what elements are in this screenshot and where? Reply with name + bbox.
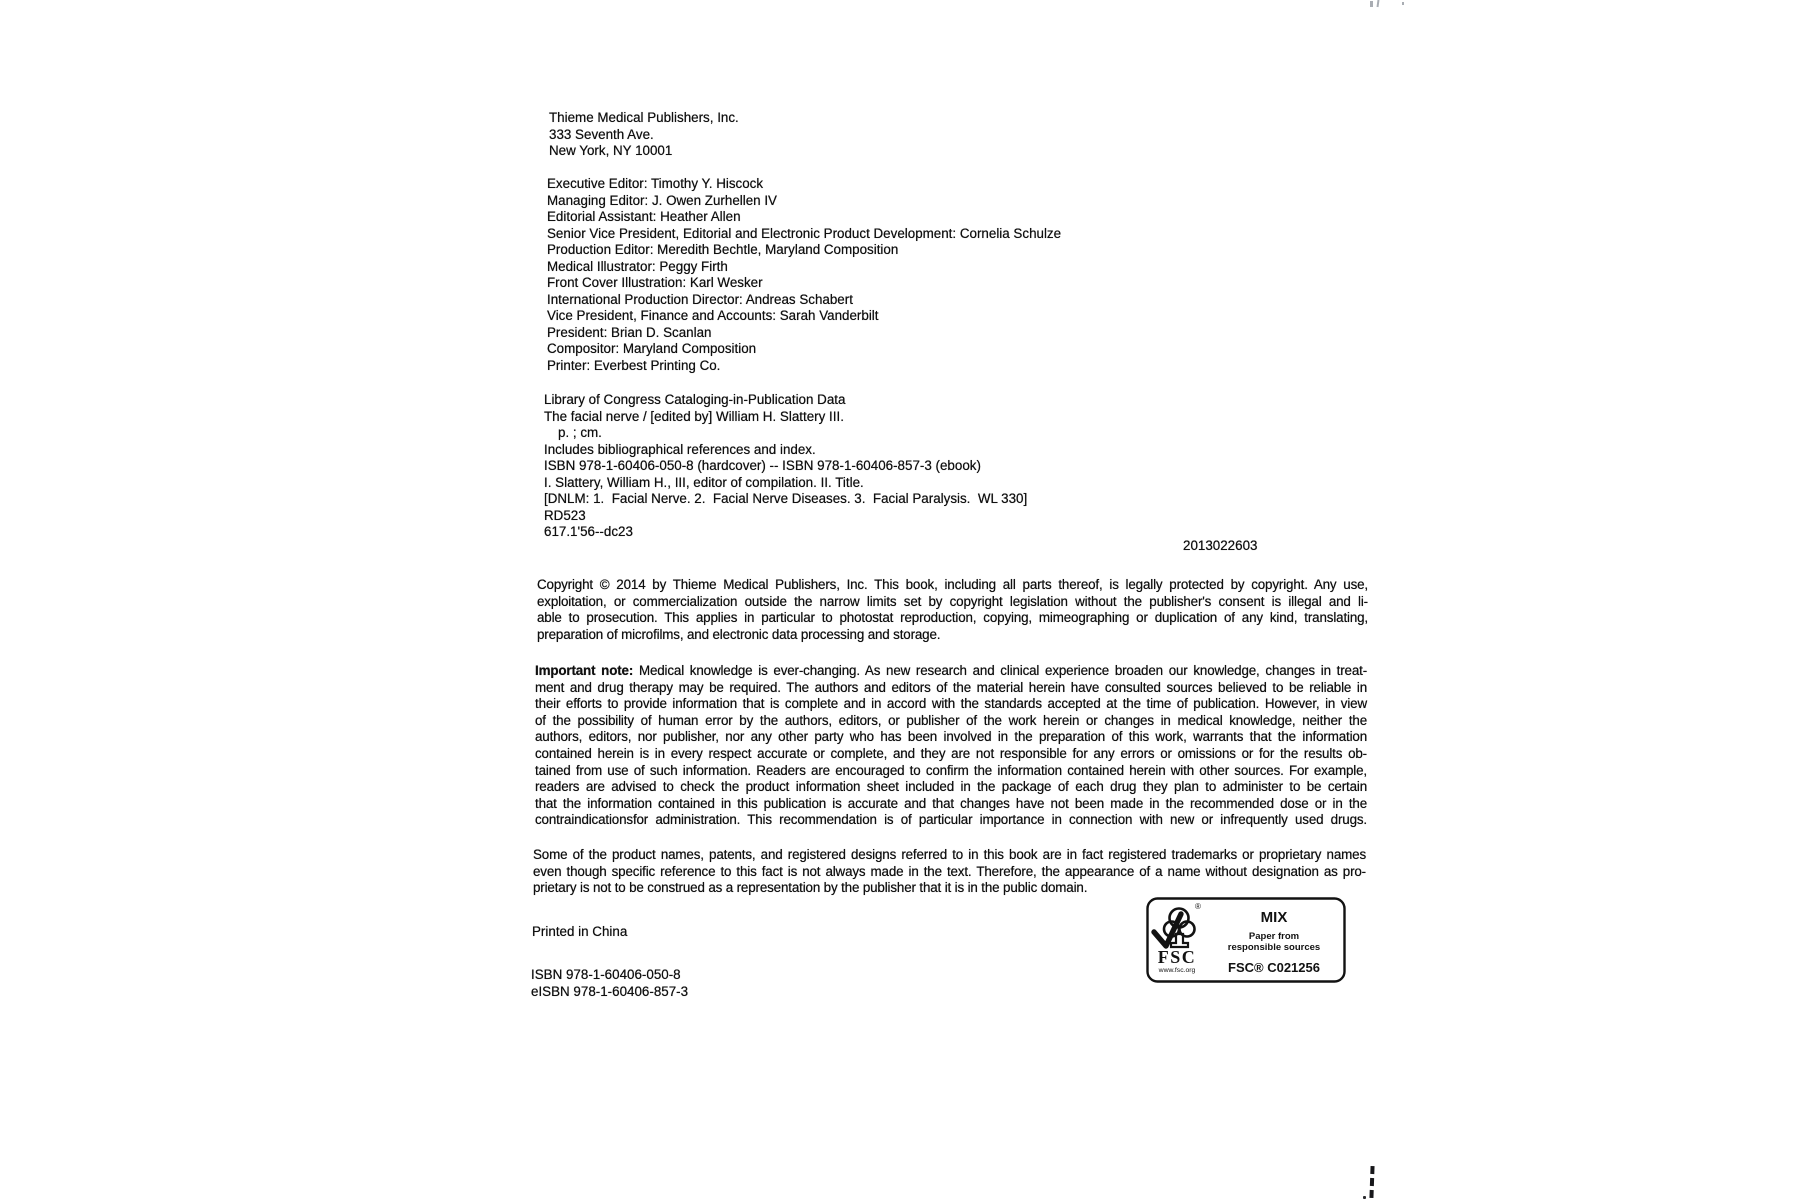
address-line: Thieme Medical Publishers, Inc.: [549, 110, 739, 125]
important-note-line: of the possibility of human error by the authors, editors, or publisher of the work herein or changes in medical knowledge, neither the: [535, 712, 1367, 728]
fsc-mix-text: MIX: [1260, 909, 1288, 926]
address-line: New York, NY 10001: [549, 143, 673, 158]
staff-line: Front Cover Illustration: Karl Wesker: [547, 275, 763, 290]
loc-line: Library of Congress Cataloging-in-Publication Data: [544, 392, 846, 407]
staff-credits: [547, 176, 1061, 374]
copyright-line: able to prosecution. This applies in particular to photostat reproduction, copying, mimeographing or duplication of any kind, translating,: [537, 610, 1368, 626]
important-note-line: tained from use of such information. Readers are encouraged to confirm the information contained herein with other sources. For example,: [535, 762, 1367, 778]
publisher-address: [549, 110, 739, 160]
trademark-paragraph: [533, 847, 1366, 897]
important-note-line: ment and drug therapy may be required. The authors and editors of the material herein have consulted sources believed to be reliable in: [535, 679, 1367, 695]
loc-cataloging-block: [544, 392, 1027, 541]
staff-line: International Production Director: Andreas Schabert: [547, 291, 853, 307]
fsc-paper-line1: Paper from: [1248, 931, 1300, 942]
scan-artifact-dot: [1363, 1196, 1366, 1199]
isbn-line: ISBN 978-1-60406-050-8: [531, 967, 681, 982]
staff-line: President: Brian D. Scanlan: [547, 324, 712, 340]
address-line: 333 Seventh Ave.: [549, 126, 654, 142]
scan-artifact-speck: [1370, 1, 1373, 7]
loc-line: I. Slattery, William H., III, editor of compilation. II. Title.: [544, 474, 864, 490]
staff-line: Vice President, Finance and Accounts: Sarah Vanderbilt: [547, 308, 879, 323]
staff-line: Medical Illustrator: Peggy Firth: [547, 258, 728, 274]
staff-line: Printer: Everbest Printing Co.: [547, 357, 721, 373]
trademark-line: prietary is not to be construed as a representation by the publisher that it is in the public domain.: [533, 880, 1088, 896]
printed-in-china: Printed in China: [532, 924, 628, 939]
fsc-certificate-number: FSC® C021256: [1228, 960, 1320, 975]
fsc-logo: [1146, 897, 1346, 983]
scan-artifact-smudge: [1369, 1166, 1374, 1198]
trademark-line: Some of the product names, patents, and registered designs referred to in this book are in fact registered trademarks or proprietary names: [533, 847, 1366, 862]
important-note-line: contained herein is in every respect accurate or complete, and they are not responsible for any errors or omissions or for the results ob-: [535, 745, 1367, 761]
loc-line: [DNLM: 1. Facial Nerve. 2. Facial Nerve Diseases. 3. Facial Paralysis. WL 330]: [544, 491, 1028, 506]
loc-line: p. ; cm.: [558, 425, 602, 440]
isbn-block: [531, 966, 688, 1000]
copyright-line: Copyright © 2014 by Thieme Medical Publishers, Inc. This book, including all parts thereof, is legally protected by copyright. Any use,: [537, 577, 1368, 592]
scan-artifact-speck: [1402, 2, 1404, 5]
important-note-line: authors, editors, nor publisher, nor any other party who has been involved in the preparation of this work, warrants that the information: [535, 729, 1367, 745]
copyright-paragraph: [537, 577, 1368, 643]
staff-line: Executive Editor: Timothy Y. Hiscock: [547, 176, 764, 191]
scan-artifact-speck: [1377, 0, 1380, 7]
important-note-paragraph: [535, 663, 1367, 829]
important-note-line: their efforts to provide information that is complete and in accord with the standards accepted at the time of publication. However, in view: [535, 696, 1367, 712]
loc-control-number: 2013022603: [1183, 538, 1258, 553]
fsc-label: [1146, 897, 1346, 983]
important-note-line: Important note: Medical knowledge is ever-changing. As new research and clinical experience broaden our knowledge, changes in treat-: [535, 663, 1368, 678]
copyright-line: preparation of microfilms, and electronic data processing and storage.: [537, 626, 941, 642]
fsc-url-text: www.fsc.org: [1158, 967, 1196, 974]
staff-line: Compositor: Maryland Composition: [547, 341, 757, 356]
loc-line: The facial nerve / [edited by] William H. Slattery III.: [544, 408, 844, 424]
important-note-label: Important note:: [535, 663, 634, 678]
registered-mark-icon: ®: [1195, 902, 1201, 911]
staff-line: Production Editor: Meredith Bechtle, Maryland Composition: [547, 242, 899, 257]
important-note-line: readers are advised to check the product information sheet included in the package of each drug they plan to administer to be certain: [535, 779, 1367, 795]
eisbn-line: eISBN 978-1-60406-857-3: [531, 984, 689, 999]
fsc-brand-text: FSC: [1157, 947, 1197, 967]
important-note-line: that the information contained in this publication is accurate and that changes have not been made in the recommended dose or in the: [535, 795, 1367, 811]
loc-line: RD523: [544, 507, 586, 523]
copyright-line: exploitation, or commercialization outside the narrow limits set by copyright legislation without the publisher's consent is illegal and li-: [537, 593, 1368, 609]
staff-line: Editorial Assistant: Heather Allen: [547, 209, 741, 224]
fsc-paper-line2: responsible sources: [1227, 942, 1321, 953]
trademark-line: even though specific reference to this fact is not always made in the text. Therefore, the appearance of a name without designation as pro-: [533, 863, 1366, 879]
staff-line: Senior Vice President, Editorial and Electronic Product Development: Cornelia Schulze: [547, 225, 1062, 241]
staff-line: Managing Editor: J. Owen Zurhellen IV: [547, 192, 777, 208]
loc-line: 617.1'56--dc23: [544, 524, 633, 539]
loc-line: Includes bibliographical references and index.: [544, 441, 816, 457]
important-note-line: contraindicationsfor administration. This recommendation is of particular importance in connection with new or infrequently used drugs.: [535, 812, 1367, 828]
loc-line: ISBN 978-1-60406-050-8 (hardcover) -- ISBN 978-1-60406-857-3 (ebook): [544, 458, 981, 473]
